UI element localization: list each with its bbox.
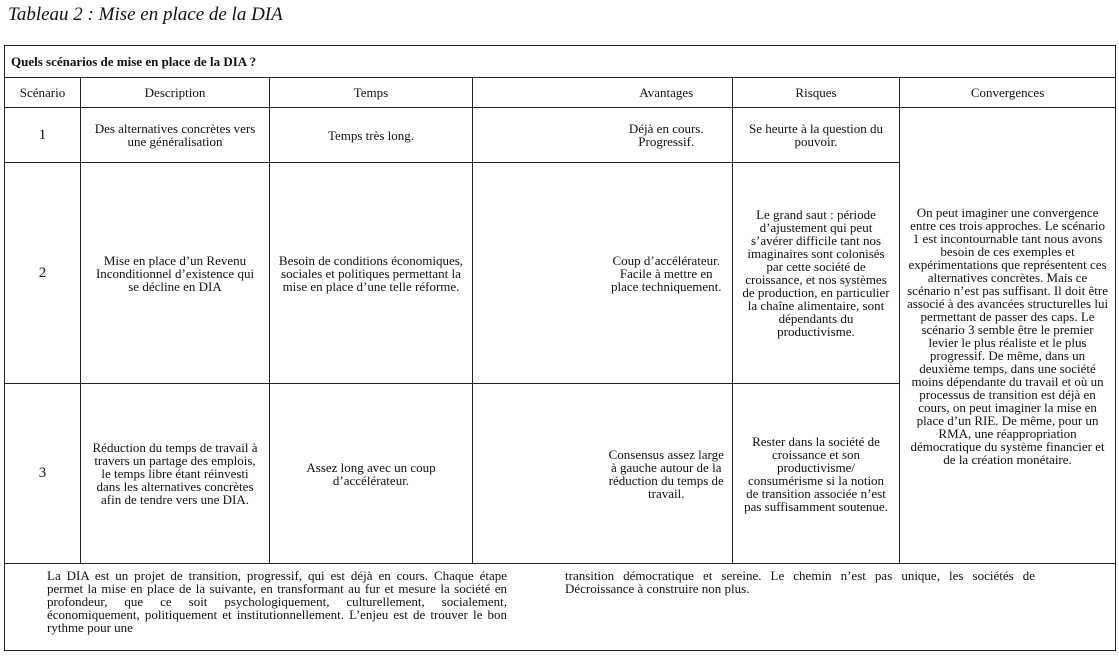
page-title: Tableau 2 : Mise en place de la DIA xyxy=(8,4,283,25)
temps-cell: Besoin de conditions économiques, sociales et politiques permettant la mise en place d’une telle réforme. xyxy=(270,163,473,384)
header-avantages: Avantages xyxy=(609,78,733,108)
header-spacer xyxy=(473,78,609,108)
scenario-number: 1 xyxy=(5,108,81,163)
table-row xyxy=(5,108,1116,163)
spacer-cell xyxy=(473,384,609,564)
scenario-number: 3 xyxy=(5,384,81,564)
temps-cell: Temps très long. xyxy=(270,108,473,163)
header-scenario: Scénario xyxy=(5,78,81,108)
table-caption: Quels scénarios de mise en place de la DIA ? xyxy=(5,46,1116,78)
description-cell: Mise en place d’un Revenu Inconditionnel d’existence qui se décline en DIA xyxy=(81,163,270,384)
temps-cell: Assez long avec un coup d’accélérateur. xyxy=(270,384,473,564)
description-cell: Réduction du temps de travail à travers un partage des emplois, le temps libre étant réinvesti dans les alternatives concrètes afin de tendre vers une DIA. xyxy=(81,384,270,564)
footer-column-2: transition démocratique et sereine. Le chemin n’est pas unique, les sociétés de Décroissance à construire non plus. xyxy=(565,568,1035,596)
footer-column-1: La DIA est un projet de transition, progressif, qui est déjà en cours. Chaque étape permet la mise en place de la suivante, en transformant au fur et mesure la société en profondeur, que ce soit psychologiquement, culturellement, socialement, économiquement, politiquement et institutionnellement. L’enjeu est de trouver le bon rythme pour une xyxy=(47,568,507,635)
risques-cell: Rester dans la société de croissance et son productivisme/ consumérisme si la notion de transition associée n’est pas suffisamment soutenue. xyxy=(733,384,900,564)
footer-cell xyxy=(5,564,1116,651)
header-convergences: Convergences xyxy=(900,78,1116,108)
description-cell: Des alternatives concrètes vers une généralisation xyxy=(81,108,270,163)
avantages-cell: Déjà en cours. Progressif. xyxy=(609,108,733,163)
avantages-cell: Consensus assez large à gauche autour de la réduction du temps de travail. xyxy=(609,384,733,564)
risques-cell: Le grand saut : période d’ajustement qui peut s’avérer difficile tant nos imaginaires sont colonisés par cette société de croissance, et nos systèmes de production, en particulier la chaîne alimentaire, sont dépendants du productivisme. xyxy=(733,163,900,384)
header-description: Description xyxy=(81,78,270,108)
header-temps: Temps xyxy=(270,78,473,108)
spacer-cell xyxy=(473,163,609,384)
footer-text xyxy=(5,569,1115,634)
risques-cell: Se heurte à la question du pouvoir. xyxy=(733,108,900,163)
convergences-cell: On peut imaginer une convergence entre ces trois approches. Le scénario 1 est incontournable tant nous avons besoin de ces exemples et expérimentations que représentent ces alternatives concrètes. Mais ce scénario n’est pas suffisant. Il doit être associé à des avancées structurelles lui permettant de passer des caps. Le scénario 3 semble être le premier levier le plus réaliste et le plus progressif. De même, dans un deuxième temps, dans une société moins dépendante du travail et où un processus de transition est déjà en cours, on peut imaginer la mise en place d’un RIE. De même, pour un RMA, une réappropriation démocratique du système financier et de la création monétaire. xyxy=(900,108,1116,564)
spacer-cell xyxy=(473,108,609,163)
scenario-number: 2 xyxy=(5,163,81,384)
avantages-cell: Coup d’accélérateur. Facile à mettre en place techniquement. xyxy=(609,163,733,384)
header-risques: Risques xyxy=(733,78,900,108)
scenario-table xyxy=(4,45,1116,651)
